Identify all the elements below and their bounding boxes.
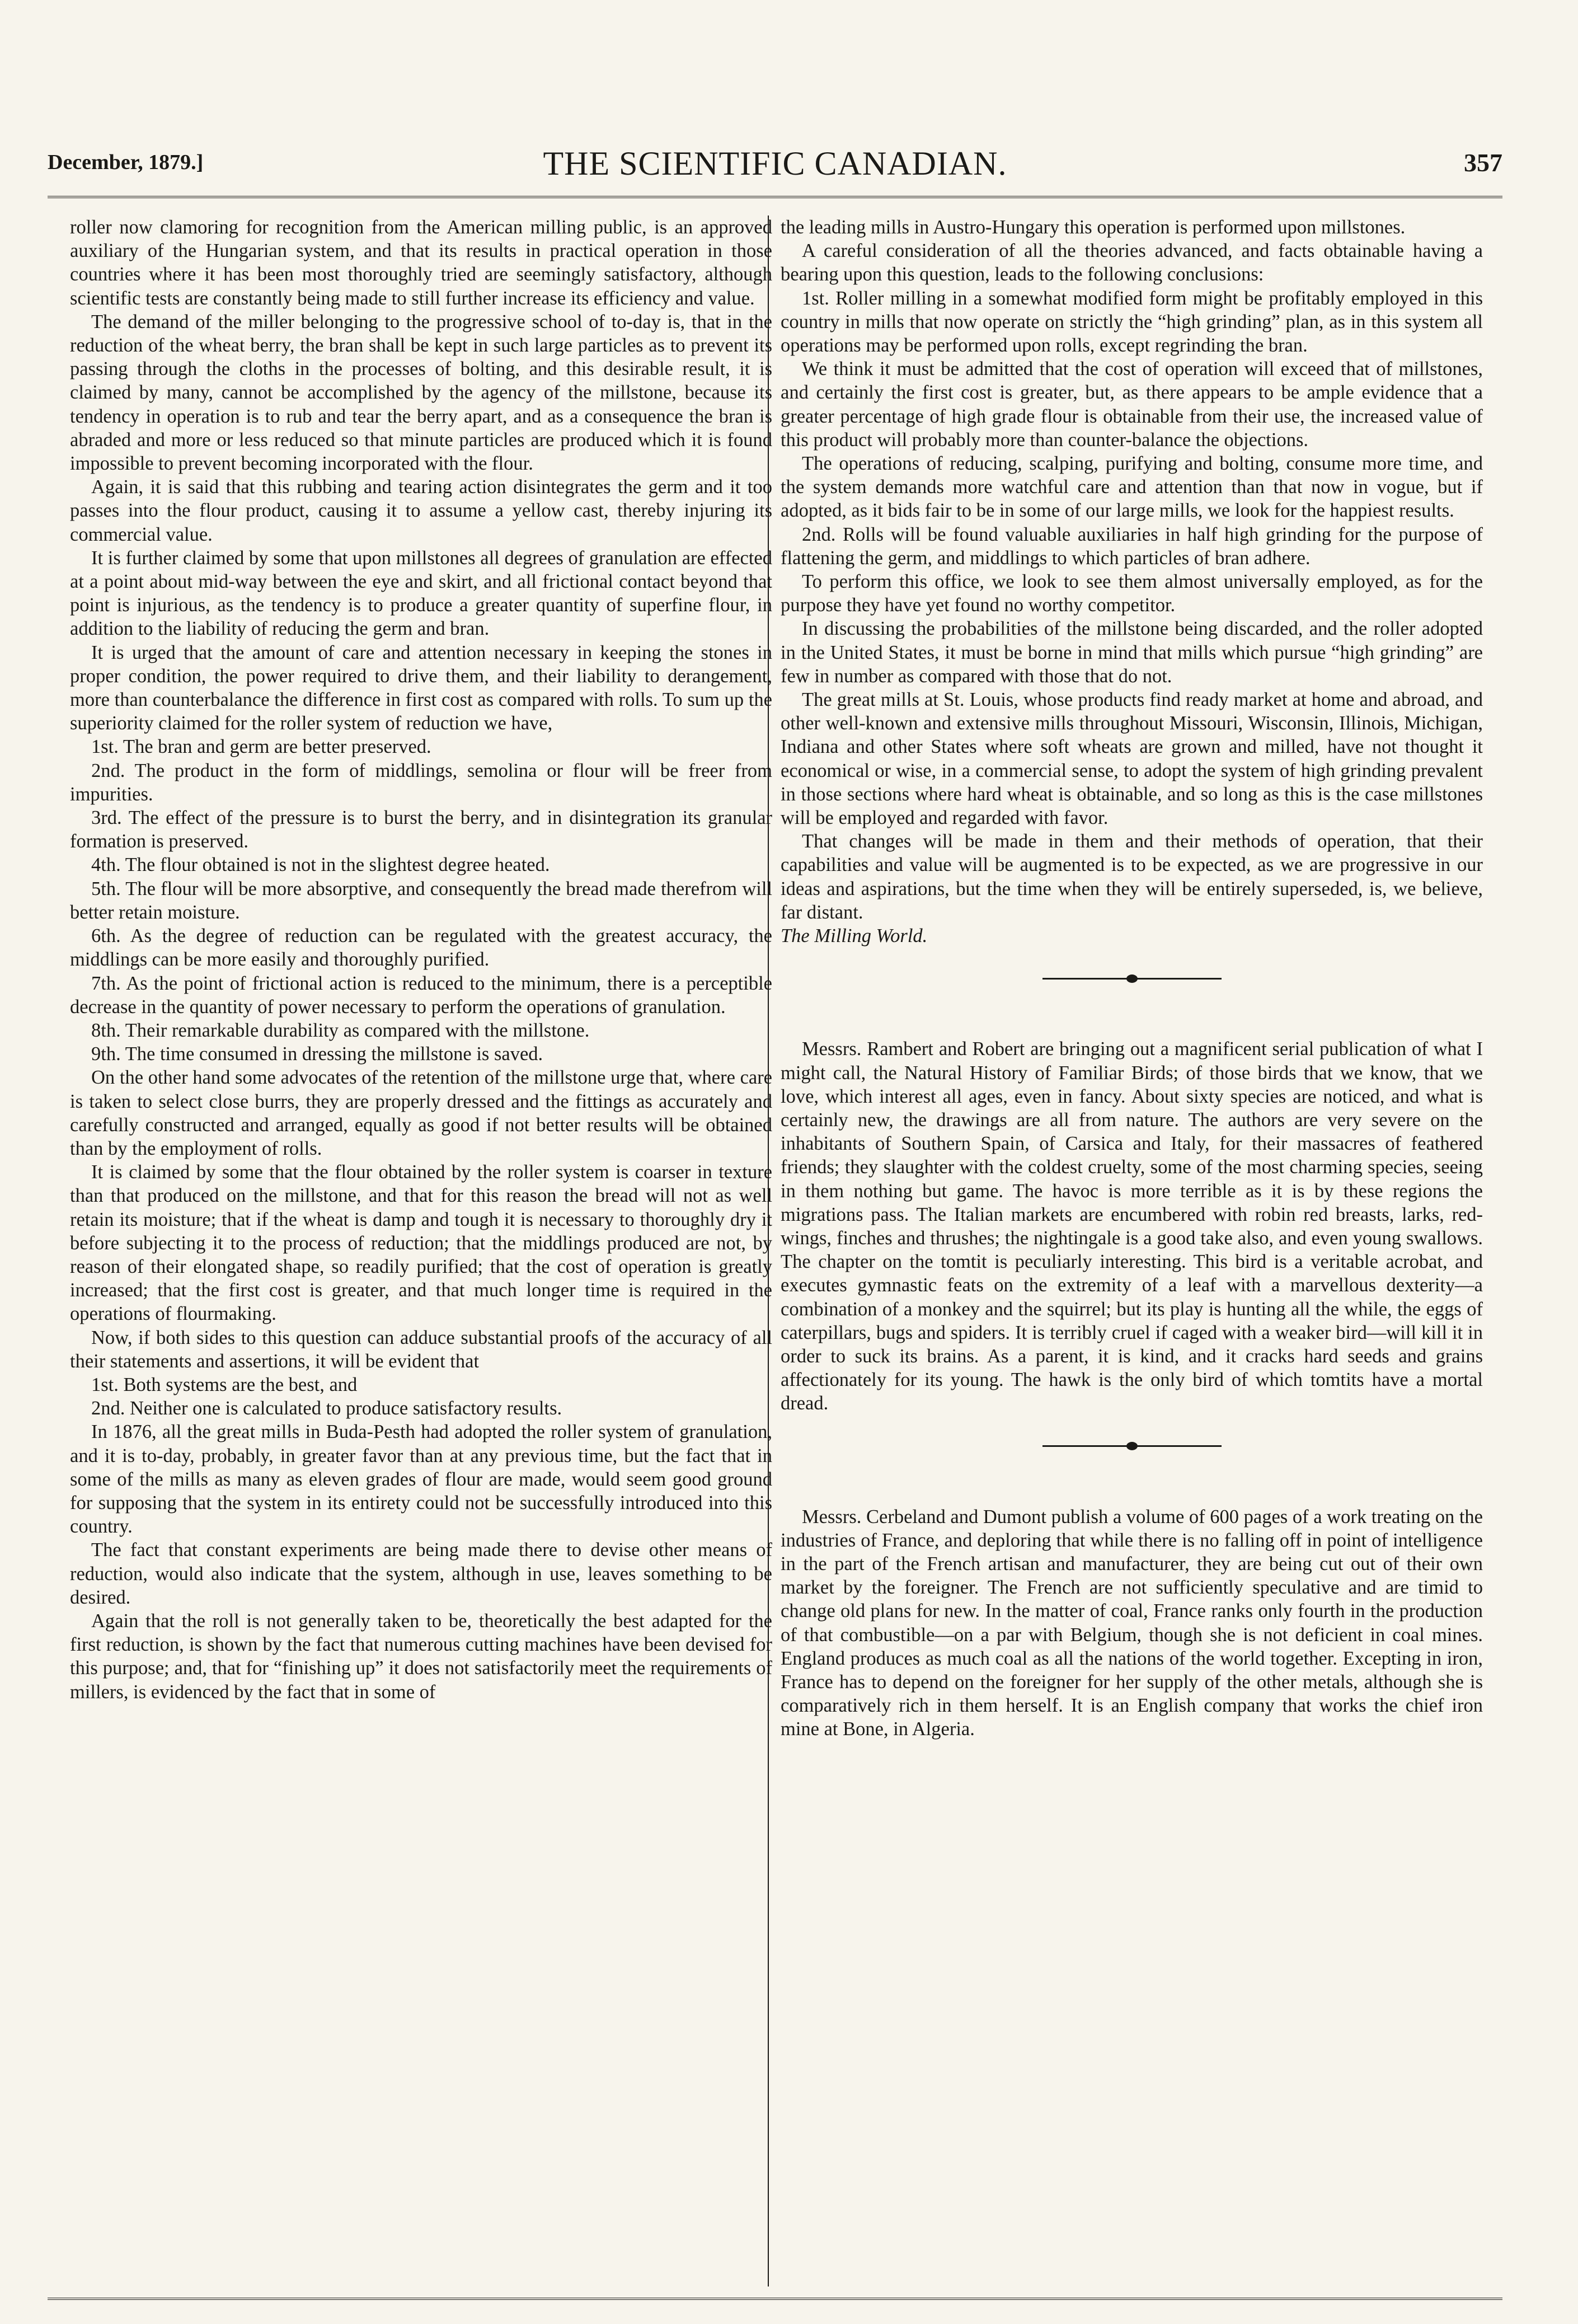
paragraph: It is further claimed by some that upon millstones all degrees of granulation are effected at a point about mid-way between the eye and skirt, and all frictional contact beyond that point is injurious, as the tendency is to produce a greater quantity of superfine flour, in addition to the liability of reducing the germ and bran. [70,547,772,640]
paragraph: the leading mills in Austro-Hungary this operation is performed upon millstones. [781,217,1406,238]
list-item: 1st. Both systems are the best, and [91,1374,358,1395]
list-item: 1st. Roller milling in a somewhat modified form might be profitably employed in this country in mills that now operate on strictly the “high grinding” plan, as in this system all operations may be performed upon rolls, except regrinding the bran. [781,287,1483,357]
list-item: 1st. The bran and germ are better preserved. [91,736,431,758]
paragraph: The fact that constant experiments are being made there to devise other means of reduction, would also indicate that the system, although in use, leaves something to be desired. [70,1539,772,1608]
paragraph: A careful consideration of all the theories advanced, and facts obtainable having a bearing upon this question, leads to the following conclusions: [781,240,1483,285]
right-column [781,215,1483,2286]
left-column [70,215,772,2286]
paragraph: It is claimed by some that the flour obtained by the roller system is coarser in texture than that produced on the millstone, and that for this reason the bread will not as well retain its moisture; that if the wheat is damp and tough it is necessary to thoroughly dry it before subjecting it to the process of reduction; that the middlings produced are not, by reason of their elongated shape, so readily purified; that the cost of operation is greatly increased; that the first cost is greater, and that much longer time is required in the operations of flourmaking. [70,1161,772,1325]
list-item: 6th. As the degree of reduction can be regulated with the greatest accuracy, the middlings can be more easily and thoroughly purified. [70,925,772,971]
list-item: 2nd. The product in the form of middlings, semolina or flour will be freer from impurities. [70,760,772,805]
section-separator [781,948,1483,1009]
paragraph: The great mills at St. Louis, whose products find ready market at home and abroad, and other well-known and extensive mills throughout Missouri, Wisconsin, Illinois, Michigan, Indiana and other States where soft wheats are grown and milled, have not thought it economical or wise, in a commercial sense, to adopt the system of high grinding prevalent in those sections where hard wheat is obtainable, and so long as this is the case millstones will be employed and regarded with favor. [781,689,1483,829]
list-item: 2nd. Neither one is calculated to produce satisfactory results. [91,1398,562,1419]
paragraph: In discussing the probabilities of the millstone being discarded, and the roller adopted in the United States, it must be borne in mind that mills which pursue “high grinding” are few in number as compared with those that do not. [781,618,1483,687]
paragraph: To perform this office, we look to see them almost universally employed, as for the purpose they have yet found no worthy competitor. [781,571,1483,616]
paragraph: On the other hand some advocates of the retention of the millstone urge that, where care is taken to select close burrs, they are properly dressed and the fittings as accurately and carefully constructed and arranged, equally as good if not better results will be obtained than by the employment of rolls. [70,1067,772,1159]
paragraph: roller now clamoring for recognition from the American milling public, is an approved auxiliary of the Hungarian system, and that its results in practical operation in those countries where it has been most thoroughly tried are seemingly satisfactory, although scientific tests are constantly being made to still further increase its efficiency and value. [70,217,772,309]
list-item: 2nd. Rolls will be found valuable auxiliaries in half high grinding for the purpose of flattening the germ, and middlings to which particles of bran adhere. [781,523,1483,569]
paragraph: The operations of reducing, scalping, purifying and bolting, consume more time, and the system demands more watchful care and attention than that now in vogue, but if adopted, as it bids fair to be in some of our large mills, we look for the happiest results. [781,453,1483,522]
paragraph: Messrs. Cerbeland and Dumont publish a volume of 600 pages of a work treating on the industries of France, and deploring that while there is no falling off in point of intelligence in the part of the French artisan and manufacturer, they are being cut out of their own market by the foreigner. The French are not sufficiently speculative and are timid to change old plans for new. In the matter of coal, France ranks only fourth in the production of that combustible—on a par with Belgium, though she is not deficient in coal mines. England produces as much coal as all the nations of the world together. Excepting in iron, France has to depend on the foreigner for her supply of the other metals, although she is comparatively rich in them herself. It is an English company that works the chief iron mine at Bone, in Algeria. [781,1506,1483,1740]
paragraph: Now, if both sides to this question can adduce substantial proofs of the accuracy of all their statements and assertions, it will be evident that [70,1327,772,1372]
section-separator [781,1416,1483,1477]
list-item: 9th. The time consumed in dressing the millstone is saved. [91,1043,543,1065]
paragraph: Again, it is said that this rubbing and tearing action disintegrates the germ and it too passes into the flour product, causing it to assume a yellow cast, thereby injuring its commercial value. [70,476,772,545]
paragraph: The demand of the miller belonging to the progressive school of to-day is, that in the reduction of the wheat berry, the bran shall be kept in such large particles as to prevent its passing through the cloths in the processes of bolting, and this desirable result, it is claimed by many, cannot be accomplished by the agency of the millstone, because its tendency in operation is to rub and tear the berry apart, and as a consequence the bran is abraded and more or less reduced so that minute particles are produced which it is found impossible to prevent becoming incorporated with the flour. [70,311,772,475]
paragraph: Messrs. Rambert and Robert are bringing out a magnificent serial publication of what I might call, the Natural History of Familiar Birds; of those birds that we know, that we love, which interest all ages, even in fancy. About sixty species are noticed, and what is certainly new, the drawings are all from nature. The authors are very severe on the inhabitants of Southern Spain, of Carsica and Italy, for their massacres of feathered friends; they slaughter with the coldest cruelty, some of the most charming species, seeing in them nothing but game. The havoc is more terrible as it is by these regions the migrations pass. The Italian markets are encumbered with robin red breasts, larks, red-wings, finches and thrushes; the nightingale is a good take also, and even young swallows. The chapter on the tomtit is peculiarly interesting. This bird is a veritable acrobat, and executes gymnastic feats on the extremity of a leaf with a marvellous dexterity—a combination of a monkey and the squirrel; but its play is hunting all the while, the eggs of caterpillars, bugs and spiders. It is terribly cruel if caged with a weaker bird—will kill it in order to suck its brains. As a parent, it is kind, and it cracks hard seeds and grains affectionately for its young. The hawk is the only bird of which tomtits have a mortal dread. [781,1038,1483,1414]
article-source: The Milling World. [781,925,928,947]
paragraph: Again that the roll is not generally taken to be, theoretically the best adapted for the first reduction, is shown by the fact that numerous cutting machines have been devised for this purpose; and, that for “finishing up” it does not satisfactorily meet the requirements of millers, is evidenced by the fact that in some of [70,1610,772,1703]
paragraph: We think it must be admitted that the cost of operation will exceed that of millstones, and certainly the first cost is greater, but, as there appears to be ample evidence that a greater percentage of high grade flour is obtainable from their use, the increased value of this product will probably more than counter-balance the objections. [781,358,1483,451]
page-header [48,134,1502,198]
list-item: 4th. The flour obtained is not in the slightest degree heated. [91,854,550,876]
list-item: 3rd. The effect of the pressure is to burst the berry, and in disintegration its granular formation is preserved. [70,807,772,852]
list-item: 7th. As the point of frictional action is reduced to the minimum, there is a perceptible decrease in the quantity of power necessary to perform the operations of granulation. [70,972,772,1018]
publication-title: THE SCIENTIFIC CANADIAN. [543,145,1007,182]
list-item: 8th. Their remarkable durability as compared with the millstone. [91,1019,590,1041]
paragraph: That changes will be made in them and their methods of operation, that their capabilities and value will be augmented is to be expected, as we are progressive in our ideas and aspirations, but the time when they will be entirely superseded, is, we believe, far distant. [781,831,1483,923]
paragraph: In 1876, all the great mills in Buda-Pesth had adopted the roller system of granulation, and it is to-day, probably, in greater favor than at any previous time, but the fact that in some of the mills as many as eleven grades of flour are made, would seem good ground for supposing that the system in its entirety could not be successfully introduced into this country. [70,1421,772,1538]
issue-date: December, 1879.] [48,151,204,174]
paragraph: It is urged that the amount of care and attention necessary in keeping the stones in proper condition, the power required to drive them, and their liability to derangement, more than counterbalance the difference in first cost as compared with rolls. To sum up the superiority claimed for the roller system of reduction we have, [70,641,772,734]
page-number: 357 [1464,148,1502,177]
list-item: 5th. The flour will be more absorptive, and consequently the bread made therefrom will better retain moisture. [70,878,772,923]
